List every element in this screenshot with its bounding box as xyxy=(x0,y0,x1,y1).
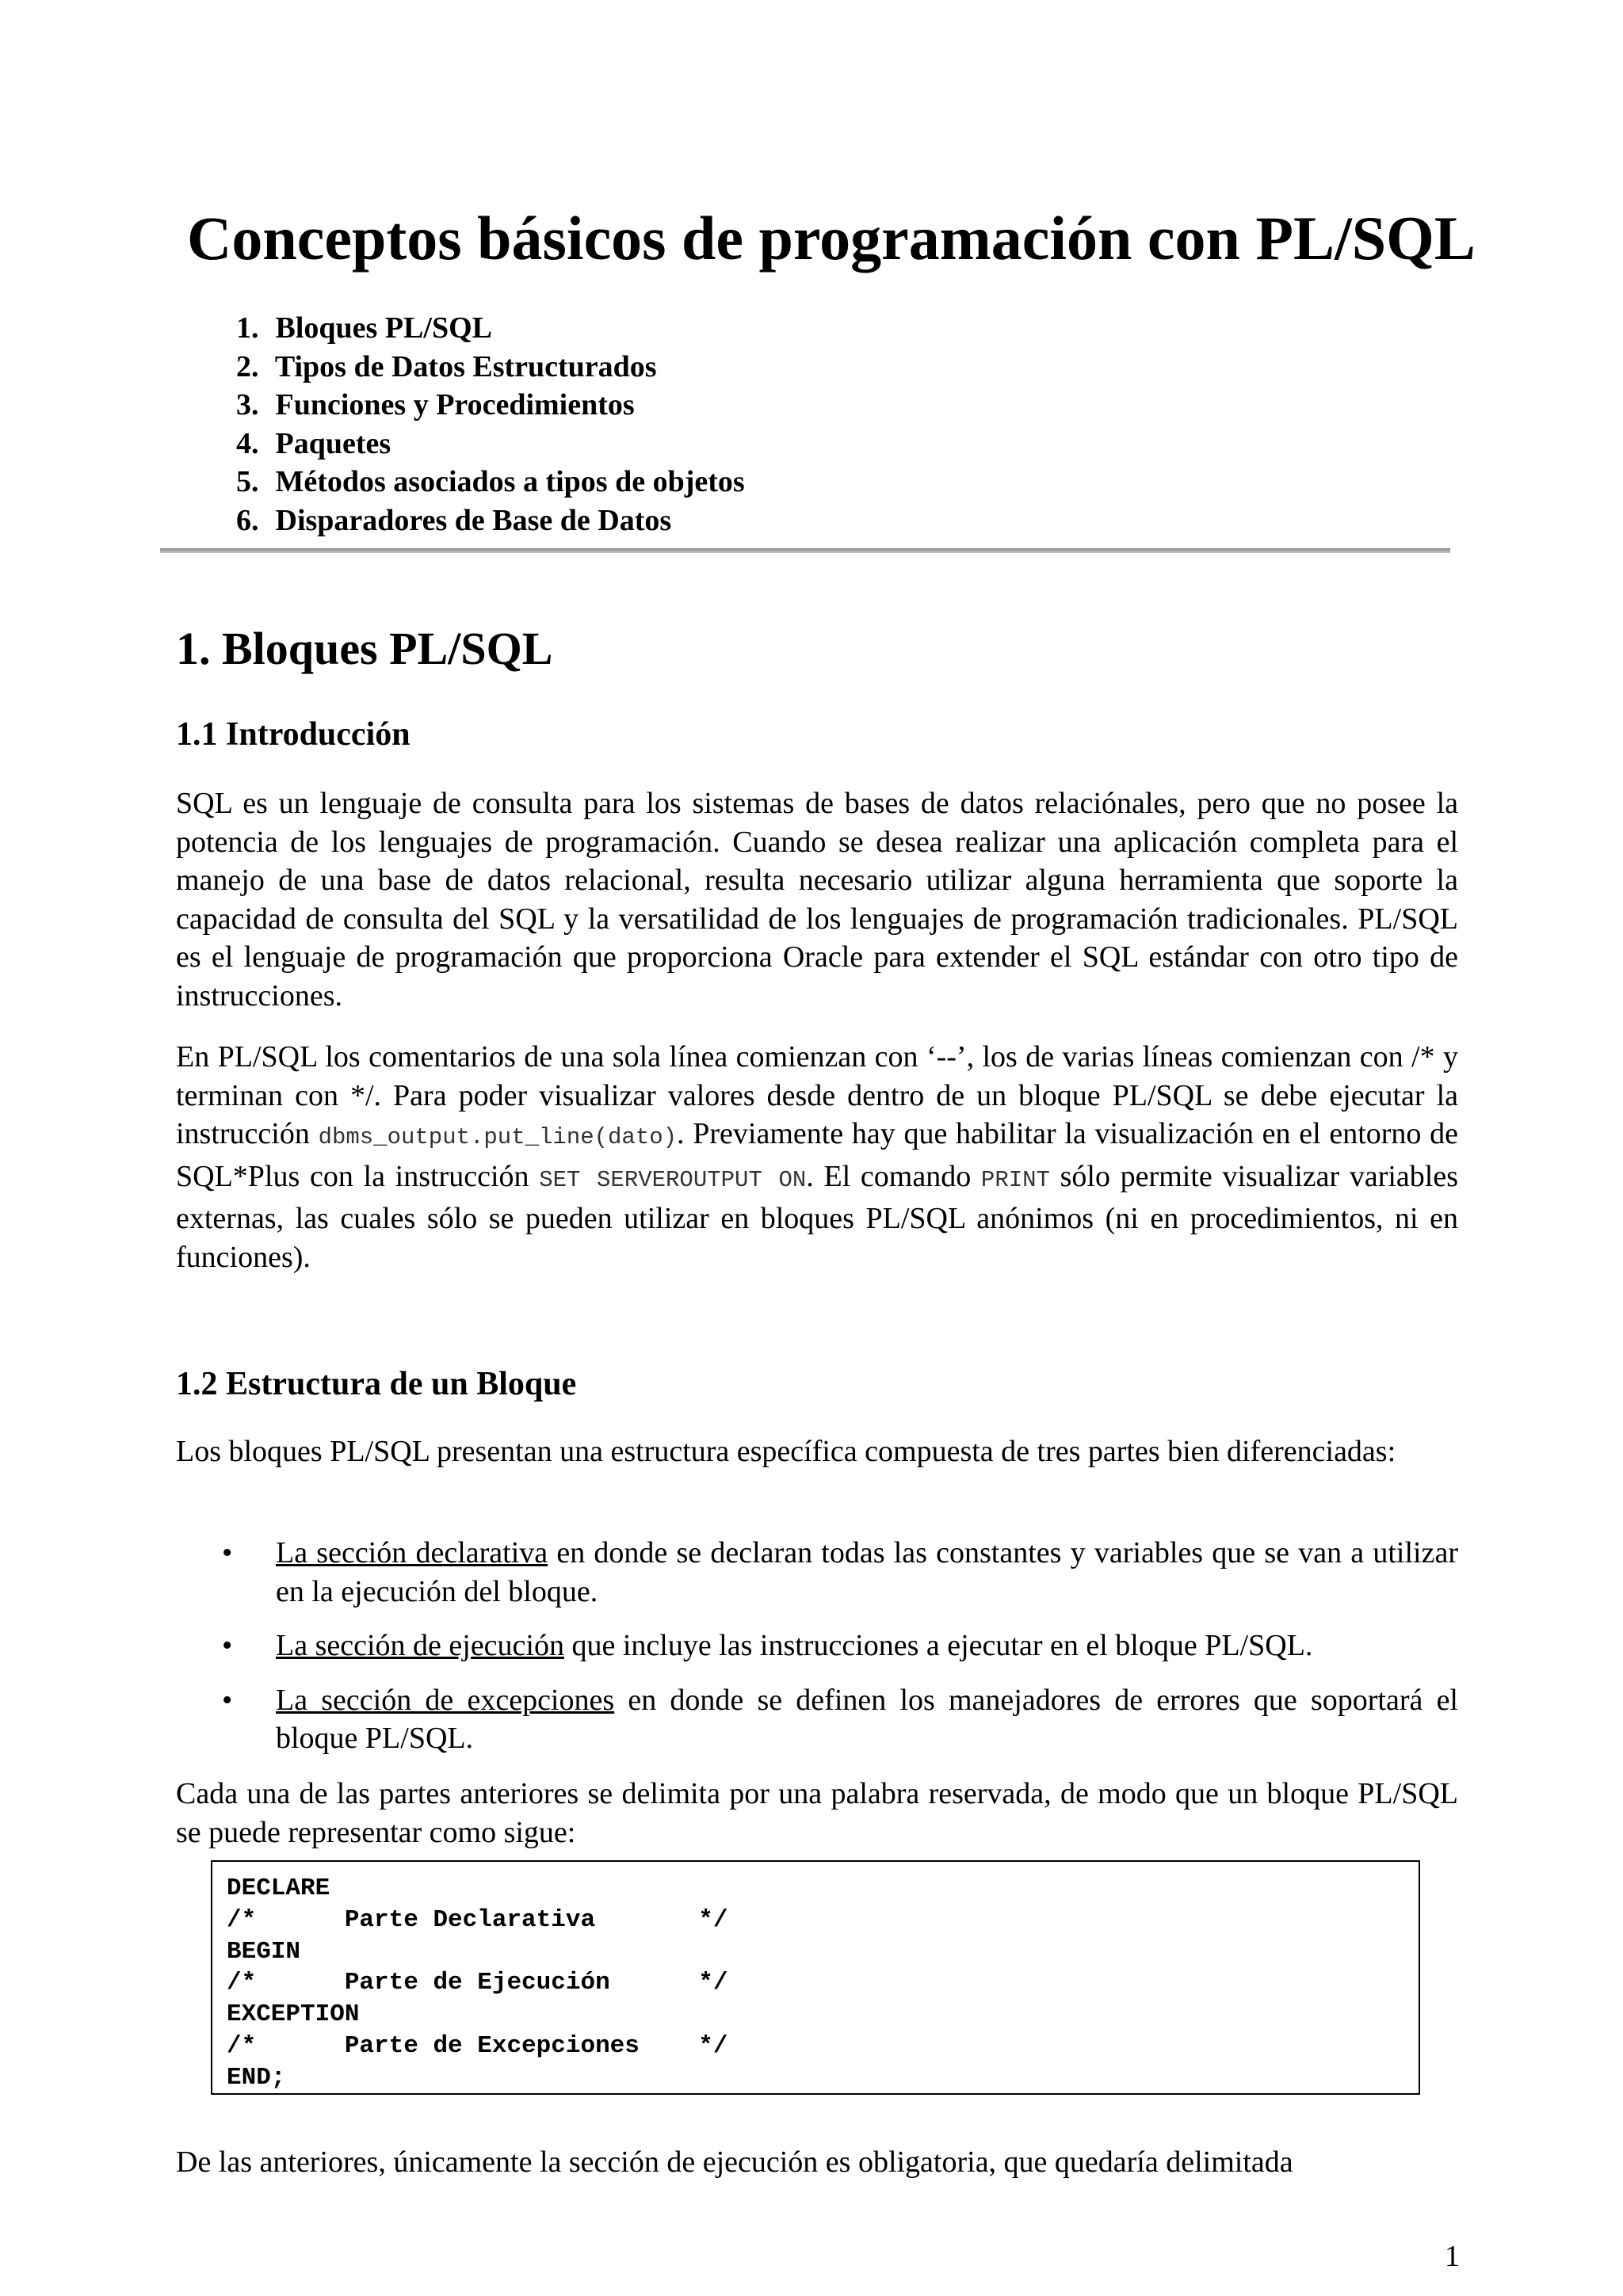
toc-item xyxy=(236,309,745,348)
toc-label: Funciones y Procedimientos xyxy=(275,388,635,421)
subsection-heading-estructura: 1.2 Estructura de un Bloque xyxy=(176,1366,577,1402)
toc-number: 6. xyxy=(236,503,259,537)
underlined-term: La sección declarativa xyxy=(276,1536,548,1569)
toc-item xyxy=(236,425,745,463)
bullet-icon: • xyxy=(222,1683,233,1717)
toc-number: 3. xyxy=(236,388,259,421)
list-item-text: que incluye las instrucciones a ejecutar en el bloque PL/SQL. xyxy=(563,1629,1313,1662)
paragraph-text: . Previamente hay que habilitar la visualización en el entorno de SQL*Plus con la instrucción xyxy=(176,1117,1458,1193)
list-item-text: en donde se definen los manejadores de errores que soportará el bloque PL/SQL. xyxy=(276,1683,1458,1755)
horizontal-divider xyxy=(160,548,1450,553)
list-item-text: en donde se declaran todas las constantes y variables que se van a utilizar en la ejecución del bloque. xyxy=(276,1536,1458,1608)
inline-code: PRINT xyxy=(980,1166,1050,1193)
delimit-paragraph: Cada una de las partes anteriores se delimita por una palabra reservada, de modo que un bloque PL/SQL se puede representar como sigue: xyxy=(176,1777,1458,1849)
toc-item xyxy=(236,348,745,387)
toc-label: Bloques PL/SQL xyxy=(275,311,492,345)
toc-number: 2. xyxy=(236,349,259,383)
inline-code: SET SERVEROUTPUT ON xyxy=(539,1166,807,1193)
inline-code: dbms_output.put_line(dato) xyxy=(318,1124,678,1150)
code-block xyxy=(211,1860,1420,2095)
toc-item xyxy=(236,463,745,502)
toc-number: 5. xyxy=(236,465,259,498)
paragraph-text: sólo permite visualizar variables externas, las cuales sólo se pueden utilizar en bloques PL/SQL anónimos (ni en procedimientos, ni en funciones). xyxy=(176,1159,1459,1274)
code-line: BEGIN xyxy=(227,1937,301,1966)
code-line: DECLARE xyxy=(227,1875,330,1902)
code-line: /* Parte de Ejecución */ xyxy=(227,1969,728,1997)
toc-item xyxy=(236,386,745,425)
toc-number: 4. xyxy=(236,426,259,460)
intro-paragraph: SQL es un lenguaje de consulta para los sistemas de bases de datos relaciónales, pero que no posee la potencia de los lenguajes de programación. Cuando se desea realizar una aplicación completa para el manejo de una base de datos relacional, resulta necesario utilizar alguna herramienta que soporte la capacidad de consulta del SQL y la versatilidad de los lenguajes de programación tradicionales. PL/SQL es el lenguaje de programación que proporciona Oracle para extender el SQL estándar con otro tipo de instrucciones. xyxy=(176,787,1458,1013)
bullet-icon: • xyxy=(222,1629,233,1662)
toc-label: Tipos de Datos Estructurados xyxy=(274,349,657,383)
paragraph-text: . El comando xyxy=(806,1159,981,1193)
list-item xyxy=(176,1681,1458,1758)
toc-item xyxy=(236,502,745,540)
document-title: Conceptos básicos de programación con PL/SQL xyxy=(187,204,1476,273)
underlined-term: La sección de ejecución xyxy=(276,1629,564,1662)
structure-intro-paragraph: Los bloques PL/SQL presentan una estructura específica compuesta de tres partes bien diferenciadas: xyxy=(176,1435,1396,1468)
bullet-icon: • xyxy=(222,1536,233,1569)
page-number: 1 xyxy=(1445,2240,1460,2273)
comments-paragraph xyxy=(176,1038,1458,1276)
section-heading: 1. Bloques PL/SQL xyxy=(176,623,553,674)
closing-paragraph: De las anteriores, únicamente la sección de ejecución es obligatoria, que quedaría delimitada xyxy=(176,2145,1293,2179)
code-line: EXCEPTION xyxy=(227,2000,360,2029)
table-of-contents xyxy=(236,309,745,540)
subsection-heading-introduccion: 1.1 Introducción xyxy=(176,716,411,753)
list-item xyxy=(176,1627,1458,1665)
toc-label: Disparadores de Base de Datos xyxy=(275,503,672,537)
code-line: /* Parte Declarativa */ xyxy=(227,1905,728,1934)
list-item xyxy=(176,1534,1458,1611)
paragraph-text: En PL/SQL los comentarios de una sola línea comienzan con ‘--’, los de varias líneas comienzan con /* y terminan con */. Para poder visualizar valores desde dentro de un bloque PL/SQL se debe ejecutar la instrucción xyxy=(176,1040,1458,1150)
underlined-term: La sección de excepciones xyxy=(276,1683,615,1717)
toc-label: Métodos asociados a tipos de objetos xyxy=(275,465,745,498)
toc-number: 1. xyxy=(236,311,259,345)
toc-label: Paquetes xyxy=(275,426,391,460)
code-line: /* Parte de Excepciones */ xyxy=(227,2031,728,2060)
bullet-list xyxy=(176,1534,1458,1774)
code-line: END; xyxy=(227,2063,286,2092)
